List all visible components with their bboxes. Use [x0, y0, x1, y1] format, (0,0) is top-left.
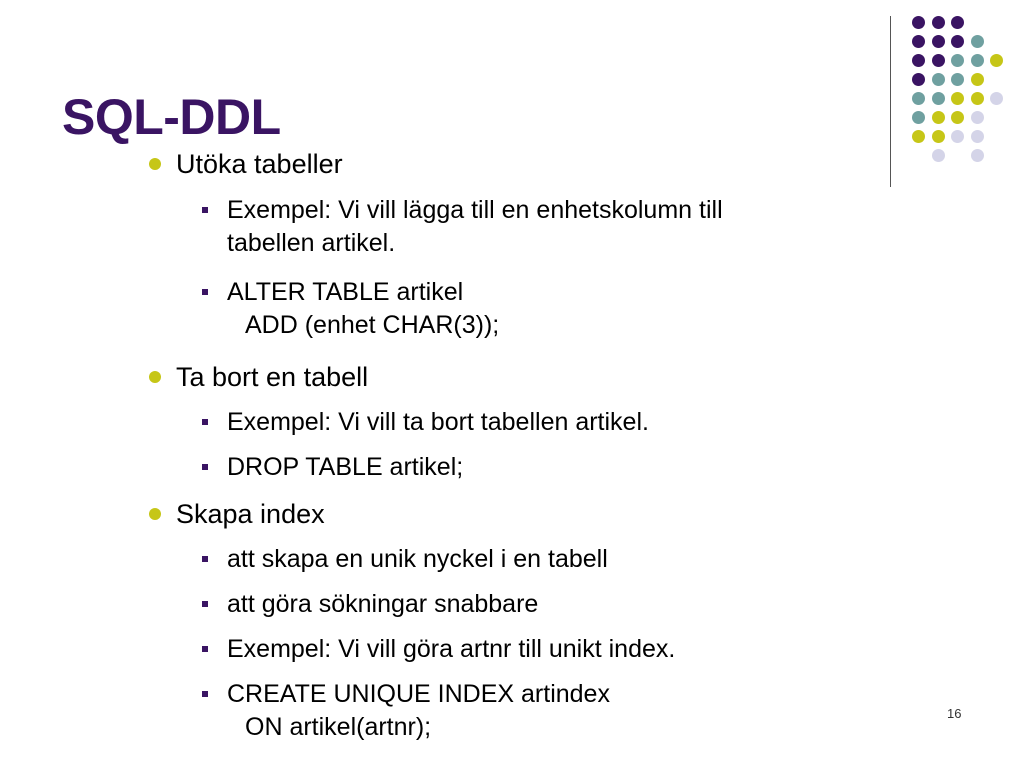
square-bullet-icon: [202, 601, 208, 607]
bullet-text: Utöka tabeller: [176, 149, 343, 179]
bullet-utoka-tabeller: [176, 148, 343, 180]
square-bullet-icon: [202, 419, 208, 425]
round-bullet-icon: [149, 508, 161, 520]
square-bullet-icon: [202, 691, 208, 697]
sub-bullet-text: ALTER TABLE artikel: [227, 278, 464, 306]
square-bullet-icon: [202, 289, 208, 295]
sub-bullet-exempel-index: [227, 633, 675, 666]
slide-title: SQL-DDL: [62, 89, 281, 145]
square-bullet-icon: [202, 646, 208, 652]
sub-bullet-exempel-ta-bort: [227, 406, 649, 439]
sub-bullet-drop-table: [227, 451, 463, 484]
sub-bullet-text: Exempel: Vi vill ta bort tabellen artikel.: [227, 408, 649, 436]
sub-bullet-text: Exempel: Vi vill göra artnr till unikt index.: [227, 635, 676, 663]
slide-number: 16: [947, 706, 962, 721]
bullet-ta-bort-tabell: [176, 361, 368, 393]
sub-bullet-text: Exempel: Vi vill lägga till en enhetskolumn till: [227, 196, 723, 224]
sub-bullet-text-continued: tabellen artikel.: [227, 229, 396, 257]
square-bullet-icon: [202, 556, 208, 562]
sub-bullet-unik-nyckel: [227, 543, 608, 576]
sub-bullet-text-continued: ADD (enhet CHAR(3));: [245, 311, 500, 339]
sub-bullet-alter-table: [227, 276, 499, 342]
bullet-skapa-index: [176, 498, 325, 530]
sub-bullet-text: DROP TABLE artikel;: [227, 453, 464, 481]
sub-bullet-create-index: [227, 678, 610, 744]
sub-bullet-exempel-enhet: [227, 194, 723, 260]
sub-bullet-text: CREATE UNIQUE INDEX artindex: [227, 680, 610, 708]
round-bullet-icon: [149, 158, 161, 170]
sub-bullet-text: att skapa en unik nyckel i en tabell: [227, 545, 608, 573]
square-bullet-icon: [202, 207, 208, 213]
sub-bullet-text-continued: ON artikel(artnr);: [245, 713, 432, 741]
square-bullet-icon: [202, 464, 208, 470]
round-bullet-icon: [149, 371, 161, 383]
sub-bullet-sokningar: [227, 588, 538, 621]
bullet-text: Ta bort en tabell: [176, 362, 369, 392]
bullet-text: Skapa index: [176, 499, 325, 529]
sub-bullet-text: att göra sökningar snabbare: [227, 590, 539, 618]
